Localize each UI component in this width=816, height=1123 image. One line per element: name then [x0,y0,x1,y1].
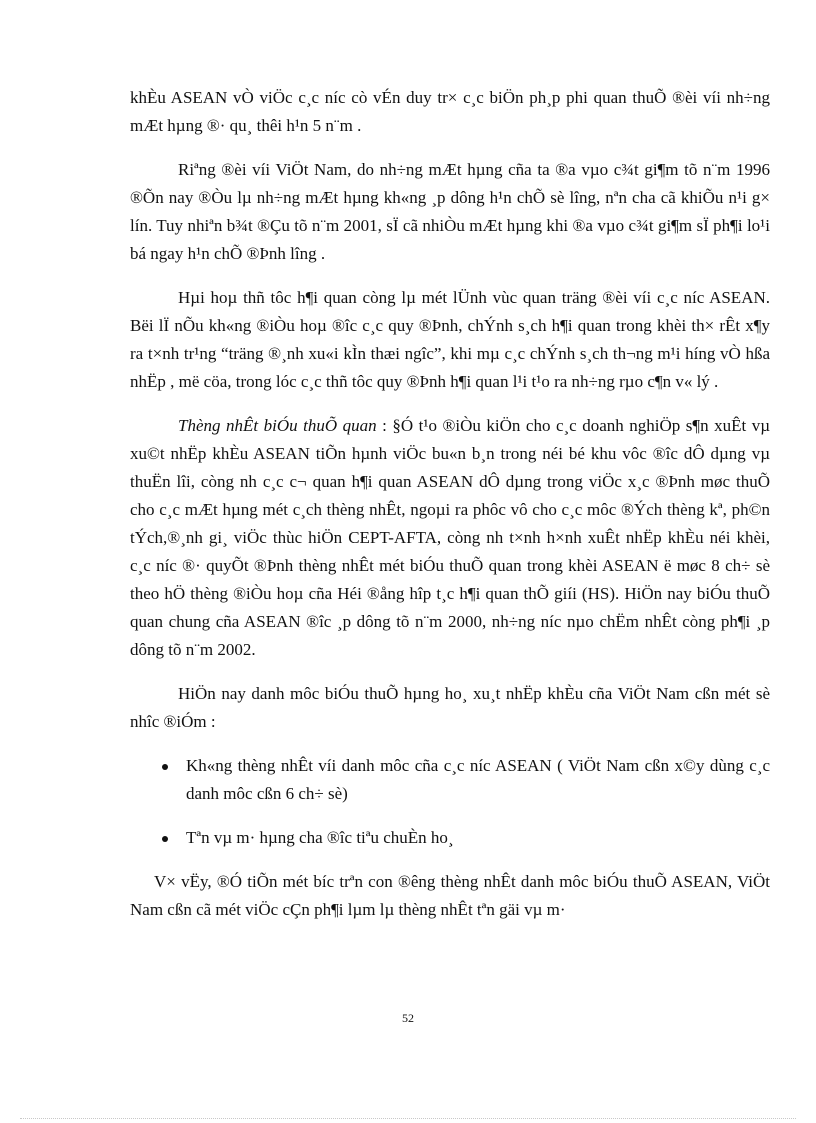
tariff-lead-phrase: Thèng nhÊt biÓu thuÕ quan [178,416,377,435]
page-number: 52 [402,1011,414,1025]
list-item [130,752,770,808]
paragraph-customs-harmonization: Hµi hoµ thñ tôc h¶i quan còng lµ mét lÜnh vùc quan träng ®èi víi c¸c níc ASEAN. Bëi lÏ nÕu kh«ng ®iÒu hoµ ®îc c¸c quy ®Þnh, chÝnh s¸ch h¶i quan trong khèi th× rÊt x¶y ra t×nh tr¹ng “träng ®¸nh xu«i kÌn thæi ngîc”, khi mµ c¸c chÝnh s¸ch th¬ng m¹i híng vÒ hßa nhËp , më cöa, trong lóc c¸c thñ tôc quy ®Þnh h¶i quan l¹i t¹o ra nh÷ng rµo c¶n v« lý . [130,288,770,391]
paragraph-unified-tariff [130,412,770,664]
weakness-list [130,752,770,852]
list-item-text: Kh«ng thèng nhÊt víi danh môc cña c¸c níc ASEAN ( ViÖt Nam cßn x©y dùng c¸c danh môc cßn 6 ch÷ sè) [186,756,770,803]
paragraph-vietnam-position: Riªng ®èi víi ViÖt Nam, do nh÷ng mÆt hµng cña ta ®a vµo c¾t gi¶m tõ n¨m 1996 ®Õn nay ®Òu lµ nh÷ng mÆt hµng kh«ng ¸p dông h¹n chÕ sè lîng, nªn cha cã khiÕu n¹i g× lín. Tuy nhiªn b¾t ®Çu tõ n¨m 2001, sÏ cã nhiÒu mÆt hµng khi ®a vµo c¾t gi¶m sÏ ph¶i lo¹i bá ngay h¹n chÕ ®Þnh lîng . [130,160,770,263]
bullet-dot-icon [162,836,168,842]
paragraph-closing: V× vËy, ®Ó tiÕn mét bíc trªn con ®êng thèng nhÊt danh môc biÓu thuÕ ASEAN, ViÖt Nam cßn cã mét viÖc cÇn ph¶i lµm lµ thèng nhÊt tªn gäi vµ m· [130,872,770,919]
paragraph-asean-complaints: khÈu ASEAN vÒ viÖc c¸c níc cò vÉn duy tr× c¸c biÖn ph¸p phi quan thuÕ ®èi víi nh÷ng mÆt hµng ®· qu¸ thêi h¹n 5 n¨m . [130,88,770,135]
page-bottom-divider [20,1118,796,1119]
list-item-text: Tªn vµ m· hµng cha ®îc tiªu chuÈn ho¸ [186,828,454,847]
document-body [130,84,770,940]
bullet-dot-icon [162,764,168,770]
paragraph-notes-intro: HiÖn nay danh môc biÓu thuÕ hµng ho¸ xu¸t nhËp khÈu cña ViÖt Nam cßn mét sè nhîc ®iÓm : [130,684,770,731]
tariff-body-text: : §Ó t¹o ®iÒu kiÖn cho c¸c doanh nghiÖp s¶n xuÊt vµ xu©t nhËp khÈu ASEAN tiÕn hµnh viÖc bu«n b¸n trong néi bé khu vôc ®îc dÔ dµng vµ thuËn lîi, còng nh c¸c c¬ quan h¶i quan ASEAN dÔ dµng trong viÖc x¸c ®Þnh møc thuÕ cho c¸c mÆt hµng mét c¸ch thèng nhÊt, ngoµi ra phôc vô cho c¸c môc ®Ých thèng kª, ph©n tÝch,®¸nh gi¸ viÖc thùc hiÖn CEPT-AFTA, còng nh t×nh h×nh xuÊt nhËp khÈu néi khèi, c¸c níc ®· quyÕt ®Þnh thèng nhÊt mét biÓu thuÕ quan trong khèi ASEAN ë møc 8 ch÷ sè theo hÖ thèng ®iÒu hoµ cña Héi ®ång hîp t¸c h¶i quan thÕ giíi (HS). HiÖn nay biÓu thuÕ quan chung cña ASEAN ®îc ¸p dông tõ n¨m 2000, nh÷ng níc nµo chËm nhÊt còng ph¶i ¸p dông tõ n¨m 2002. [130,416,770,659]
list-item [130,824,770,852]
